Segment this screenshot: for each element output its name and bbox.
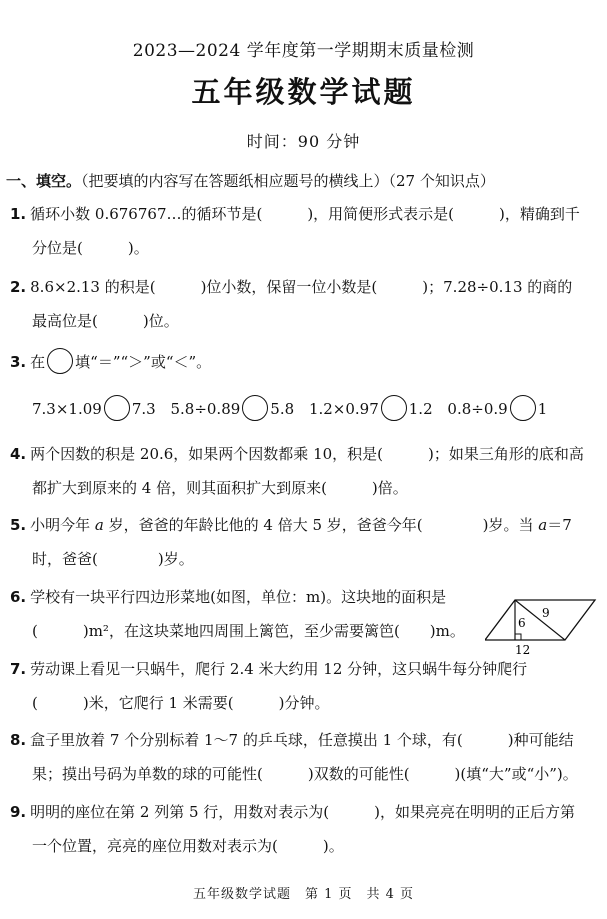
side-label: 9 (542, 606, 550, 620)
question-7 (10, 652, 595, 720)
question-4 (10, 437, 595, 505)
answer-circle[interactable] (381, 395, 407, 421)
comparison-right: 7.3 (131, 400, 156, 418)
section-label: 一、填空。 (6, 172, 82, 190)
answer-circle[interactable] (104, 395, 130, 421)
comparison-right: 1.2 (408, 400, 433, 418)
comparison-right: 1 (537, 400, 548, 418)
question-8 (10, 723, 595, 791)
question-text: 学校有一块平行四边形菜地(如图，单位：m)。这块地的面积是 (30, 588, 447, 606)
question-text: 岁，爸爸的年龄比他的 4 倍大 5 岁，爸爸今年( )岁。当 (103, 516, 539, 534)
question-number: 7. (10, 660, 27, 678)
question-text: 明明的座位在第 2 列第 5 行，用数对表示为( )，如果亮亮在明明的正后方第 (30, 803, 576, 821)
question-text-cont: 时，爸爸( )岁。 (32, 550, 194, 568)
question-text: 两个因数的积是 20.6，如果两个因数都乘 10，积是( )；如果三角形的底和高 (30, 445, 584, 463)
question-text-cont: ( )m²，在这块菜地四周围上篱笆，至少需要篱笆( )m。 (32, 622, 465, 640)
question-text: ＝7 (547, 516, 572, 534)
base-label: 12 (515, 643, 531, 657)
question-number: 9. (10, 803, 27, 821)
time-limit: 时间：90 分钟 (246, 132, 361, 151)
question-number: 1. (10, 205, 27, 223)
comparison-left: 7.3×1.09 (32, 400, 102, 418)
right-angle-mark (515, 634, 521, 640)
question-text: 8.6×2.13 的积是( )位小数，保留一位小数是( )；7.28÷0.13 的商的 (30, 278, 573, 296)
variable-a: a (94, 516, 104, 534)
answer-circle[interactable] (242, 395, 268, 421)
question-text: 填“＝”“＞”或“＜”。 (75, 353, 212, 371)
question-number: 4. (10, 445, 27, 463)
question-number: 6. (10, 588, 27, 606)
question-number: 3. (10, 353, 27, 371)
question-text-cont: 果；摸出号码为单数的球的可能性( )双数的可能性( )(填“大”或“小”)。 (32, 765, 578, 783)
exam-title: 五年级数学试题 (191, 75, 416, 109)
comparison-left: 5.8÷0.89 (170, 400, 241, 418)
question-text-cont: ( )米，它爬行 1 米需要( )分钟。 (32, 694, 330, 712)
question-6 (10, 580, 480, 648)
question-1 (10, 197, 595, 265)
question-text: 小明今年 (30, 516, 95, 534)
question-9 (10, 795, 595, 863)
comparison-left: 0.8÷0.9 (447, 400, 508, 418)
answer-circle[interactable] (47, 348, 73, 374)
variable-a: a (538, 516, 548, 534)
question-number: 8. (10, 731, 27, 749)
section-heading (6, 170, 495, 191)
question-text: 盒子里放着 7 个分别标着 1～7 的乒乓球，任意摸出 1 个球，有( )种可能结 (30, 731, 574, 749)
question-text-cont: 最高位是( )位。 (32, 312, 179, 330)
comparison-row (32, 395, 557, 421)
question-5 (10, 508, 595, 576)
question-text: 循环小数 0.676767…的循环节是( )，用简便形式表示是( )，精确到千 (30, 205, 580, 223)
question-text-cont: 分位是( )。 (32, 239, 149, 257)
question-number: 5. (10, 516, 27, 534)
comparison-left: 1.2×0.97 (308, 400, 379, 418)
question-text: 在 (30, 353, 46, 371)
answer-circle[interactable] (510, 395, 536, 421)
question-3 (10, 345, 595, 379)
comparison-right: 5.8 (270, 400, 295, 418)
exam-header: 2023—2024 学年度第一学期期末质量检测 (132, 41, 475, 61)
question-text-cont: 都扩大到原来的 4 倍，则其面积扩大到原来( )倍。 (32, 479, 408, 497)
section-note: （把要填的内容写在答题纸相应题号的横线上）（27 个知识点） (81, 172, 495, 190)
page-footer: 五年级数学试题 第 1 页 共 4 页 (192, 887, 415, 902)
question-2 (10, 270, 595, 338)
parallelogram-figure (485, 595, 600, 657)
height-label: 6 (518, 616, 526, 630)
question-number: 2. (10, 278, 27, 296)
question-text-cont: 一个位置，亮亮的座位用数对表示为( )。 (32, 837, 344, 855)
question-text: 劳动课上看见一只蜗牛，爬行 2.4 米大约用 12 分钟，这只蜗牛每分钟爬行 (30, 660, 528, 678)
